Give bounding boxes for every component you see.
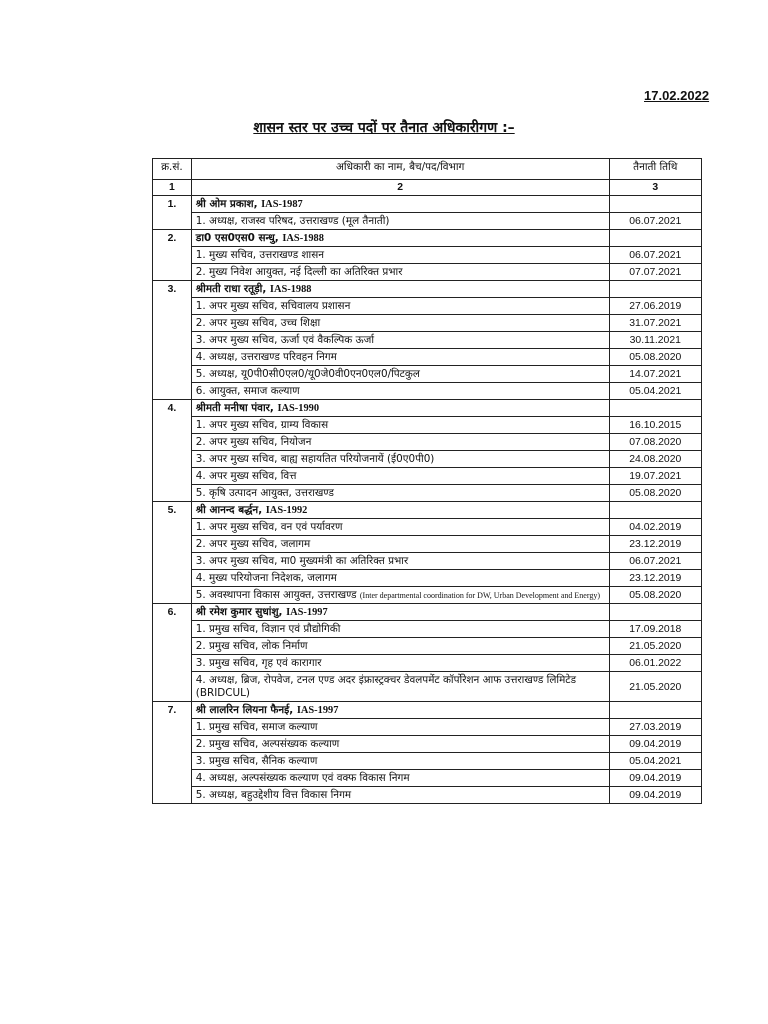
officer-row — [153, 196, 702, 213]
column-number: 1 — [153, 180, 192, 196]
serial-spacer — [153, 753, 192, 770]
post-row — [153, 247, 702, 264]
post-title: 4. मुख्य परियोजना निदेशक, जलागम — [195, 572, 337, 584]
officer-name: श्री लालरिन लियना फैनई, — [195, 704, 297, 716]
post-row — [153, 655, 702, 672]
posting-date: 06.07.2021 — [609, 213, 701, 230]
serial-spacer — [153, 536, 192, 553]
serial-spacer — [153, 434, 192, 451]
posting-date: 06.01.2022 — [609, 655, 701, 672]
serial-spacer — [153, 213, 192, 230]
serial-spacer — [153, 570, 192, 587]
posting-date: 31.07.2021 — [609, 315, 701, 332]
post-row — [153, 332, 702, 349]
serial-spacer — [153, 247, 192, 264]
officer-batch: IAS-1997 — [286, 607, 328, 618]
post-title: 4. अपर मुख्य सचिव, वित्त — [195, 470, 297, 482]
post-row — [153, 349, 702, 366]
post-row — [153, 753, 702, 770]
post-row — [153, 434, 702, 451]
posting-date-empty — [609, 702, 701, 719]
serial-spacer — [153, 770, 192, 787]
header-name: अधिकारी का नाम, बैच/पद/विभाग — [191, 159, 609, 180]
post-title-cell — [191, 366, 609, 383]
post-title-cell — [191, 753, 609, 770]
post-row — [153, 770, 702, 787]
officer-batch: IAS-1988 — [269, 284, 312, 295]
posting-date: 30.11.2021 — [609, 332, 701, 349]
post-row — [153, 264, 702, 281]
serial-spacer — [153, 468, 192, 485]
post-note: (Inter departmental coordination for DW, Urban Development and Energy) — [359, 591, 601, 600]
serial-spacer — [153, 719, 192, 736]
post-title-cell — [191, 770, 609, 787]
post-title-cell — [191, 417, 609, 434]
serial-spacer — [153, 417, 192, 434]
post-title: 3. अपर मुख्य सचिव, बाह्य सहायतित परियोजनायें (ई0ए0पी0) — [195, 453, 435, 465]
posting-date-empty — [609, 502, 701, 519]
post-row — [153, 553, 702, 570]
officer-batch: IAS-1987 — [261, 199, 303, 210]
posting-date: 21.05.2020 — [609, 672, 701, 702]
officer-name: श्री आनन्द बर्द्धन, — [195, 504, 266, 516]
post-row — [153, 451, 702, 468]
post-title-cell — [191, 247, 609, 264]
officer-batch: IAS-1990 — [277, 403, 320, 414]
post-row — [153, 366, 702, 383]
post-title-cell — [191, 264, 609, 281]
serial-spacer — [153, 485, 192, 502]
serial-number: 6. — [153, 604, 192, 621]
serial-spacer — [153, 655, 192, 672]
posting-date: 06.07.2021 — [609, 553, 701, 570]
header-serial: क्र.सं. — [153, 159, 192, 180]
post-title: 3. अपर मुख्य सचिव, मा0 मुख्यमंत्री का अतिरिक्त प्रभार — [195, 555, 409, 567]
post-title-cell — [191, 553, 609, 570]
post-title: 5. अध्यक्ष, बहुउद्देशीय वित्त विकास निगम — [195, 789, 352, 801]
officer-name-cell — [191, 702, 609, 719]
post-row — [153, 672, 702, 702]
posting-date-empty — [609, 196, 701, 213]
posting-date: 17.09.2018 — [609, 621, 701, 638]
serial-spacer — [153, 519, 192, 536]
post-row — [153, 417, 702, 434]
officer-row — [153, 281, 702, 298]
officer-name: श्री रमेश कुमार सुधांशु, — [195, 606, 287, 618]
serial-spacer — [153, 366, 192, 383]
serial-spacer — [153, 621, 192, 638]
serial-spacer — [153, 787, 192, 804]
post-title-cell — [191, 468, 609, 485]
column-number-row — [153, 180, 702, 196]
post-row — [153, 638, 702, 655]
posting-date: 05.08.2020 — [609, 587, 701, 604]
post-title: 5. अध्यक्ष, यू0पी0सी0एल0/यू0जे0वी0एन0एल0/पिटकुल — [195, 368, 420, 380]
officer-row — [153, 230, 702, 247]
officer-batch: IAS-1997 — [296, 705, 339, 716]
post-title-cell — [191, 383, 609, 400]
posting-date: 16.10.2015 — [609, 417, 701, 434]
officer-name: श्रीमती मनीषा पंवार, — [195, 402, 278, 414]
serial-spacer — [153, 553, 192, 570]
officer-name: डा0 एस0एस0 सन्धु, — [195, 232, 283, 244]
post-title: 2. अपर मुख्य सचिव, जलागम — [195, 538, 311, 550]
post-title: 6. आयुक्त, समाज कल्याण — [195, 385, 300, 397]
posting-date: 24.08.2020 — [609, 451, 701, 468]
posting-date: 21.05.2020 — [609, 638, 701, 655]
post-title-cell — [191, 736, 609, 753]
post-title: 1. अपर मुख्य सचिव, ग्राम्य विकास — [195, 419, 329, 431]
post-title-cell — [191, 672, 609, 702]
post-row — [153, 719, 702, 736]
document-heading: शासन स्तर पर उच्च पदों पर तैनात अधिकारीगण :– — [253, 120, 515, 136]
post-title-cell — [191, 451, 609, 468]
serial-spacer — [153, 451, 192, 468]
post-row — [153, 315, 702, 332]
serial-number: 7. — [153, 702, 192, 719]
serial-spacer — [153, 638, 192, 655]
table-header-row — [153, 159, 702, 180]
officer-batch: IAS-1988 — [282, 233, 324, 244]
post-title-cell — [191, 315, 609, 332]
officer-name: श्रीमती राधा रतूड़ी, — [195, 283, 270, 295]
post-title-cell — [191, 434, 609, 451]
post-title: 1. अपर मुख्य सचिव, वन एवं पर्यावरण — [195, 521, 343, 533]
post-row — [153, 383, 702, 400]
serial-spacer — [153, 349, 192, 366]
post-title-cell — [191, 536, 609, 553]
posting-date: 27.03.2019 — [609, 719, 701, 736]
post-title-cell — [191, 621, 609, 638]
post-title: 2. अपर मुख्य सचिव, नियोजन — [195, 436, 312, 448]
posting-date: 05.04.2021 — [609, 383, 701, 400]
serial-spacer — [153, 587, 192, 604]
post-title: 3. अपर मुख्य सचिव, ऊर्जा एवं वैकल्पिक ऊर्जा — [195, 334, 375, 346]
post-title: 2. अपर मुख्य सचिव, उच्च शिक्षा — [195, 317, 321, 329]
posting-date: 14.07.2021 — [609, 366, 701, 383]
post-title: 2. प्रमुख सचिव, लोक निर्माण — [195, 640, 308, 652]
posting-date: 27.06.2019 — [609, 298, 701, 315]
post-title: 4. अध्यक्ष, उत्तराखण्ड परिवहन निगम — [195, 351, 337, 363]
officer-name-cell — [191, 281, 609, 298]
post-title: 1. प्रमुख सचिव, समाज कल्याण — [195, 721, 318, 733]
posting-date: 07.08.2020 — [609, 434, 701, 451]
post-title-cell — [191, 298, 609, 315]
post-title: 2. मुख्य निवेश आयुक्त, नई दिल्ली का अतिरिक्त प्रभार — [195, 266, 403, 278]
posting-date: 06.07.2021 — [609, 247, 701, 264]
post-title-cell — [191, 485, 609, 502]
serial-spacer — [153, 315, 192, 332]
officer-name-cell — [191, 196, 609, 213]
posting-date: 05.08.2020 — [609, 349, 701, 366]
post-title-cell — [191, 570, 609, 587]
posting-date-empty — [609, 281, 701, 298]
officers-body — [153, 196, 702, 804]
posting-date: 23.12.2019 — [609, 570, 701, 587]
post-row — [153, 298, 702, 315]
posting-date: 04.02.2019 — [609, 519, 701, 536]
post-title: 3. प्रमुख सचिव, गृह एवं कारागार — [195, 657, 322, 669]
serial-spacer — [153, 264, 192, 281]
serial-number: 5. — [153, 502, 192, 519]
header-date: तैनाती तिथि — [609, 159, 701, 180]
posting-date: 19.07.2021 — [609, 468, 701, 485]
post-row — [153, 213, 702, 230]
posting-date: 09.04.2019 — [609, 770, 701, 787]
serial-number: 4. — [153, 400, 192, 417]
posting-date: 05.04.2021 — [609, 753, 701, 770]
post-row — [153, 587, 702, 604]
officer-row — [153, 502, 702, 519]
serial-number: 2. — [153, 230, 192, 247]
post-title: 4. अध्यक्ष, ब्रिज, रोपवेज, टनल एण्ड अदर इंफ्रास्ट्रक्चर डेवलपमेंट कॉर्पोरेशन आफ उत्तराखण्ड लिमिटेड (BRIDCUL) — [195, 674, 577, 699]
post-row — [153, 787, 702, 804]
officer-batch: IAS-1992 — [265, 505, 308, 516]
post-row — [153, 536, 702, 553]
post-title: 3. प्रमुख सचिव, सैनिक कल्याण — [195, 755, 318, 767]
post-title-cell — [191, 787, 609, 804]
officer-name: श्री ओम प्रकाश, — [195, 198, 262, 210]
officers-table — [152, 158, 702, 804]
post-title-cell — [191, 213, 609, 230]
post-title: 5. अवस्थापना विकास आयुक्त, उत्तराखण्ड — [195, 589, 360, 601]
post-title: 1. अध्यक्ष, राजस्व परिषद, उत्तराखण्ड (मूल तैनाती) — [195, 215, 390, 227]
posting-date-empty — [609, 604, 701, 621]
post-title-cell — [191, 332, 609, 349]
post-row — [153, 621, 702, 638]
posting-date-empty — [609, 230, 701, 247]
post-row — [153, 485, 702, 502]
posting-date: 23.12.2019 — [609, 536, 701, 553]
post-title: 1. मुख्य सचिव, उत्तराखण्ड शासन — [195, 249, 324, 261]
officer-name-cell — [191, 400, 609, 417]
post-title-cell — [191, 519, 609, 536]
posting-date: 09.04.2019 — [609, 787, 701, 804]
post-title: 2. प्रमुख सचिव, अल्पसंख्यक कल्याण — [195, 738, 340, 750]
posting-date: 07.07.2021 — [609, 264, 701, 281]
post-title-cell — [191, 349, 609, 366]
post-title: 5. कृषि उत्पादन आयुक्त, उत्तराखण्ड — [195, 487, 334, 499]
posting-date: 05.08.2020 — [609, 485, 701, 502]
serial-number: 1. — [153, 196, 192, 213]
serial-spacer — [153, 383, 192, 400]
column-number: 3 — [609, 180, 701, 196]
document-date: 17.02.2022 — [644, 88, 710, 103]
officer-name-cell — [191, 502, 609, 519]
serial-spacer — [153, 298, 192, 315]
post-title: 1. अपर मुख्य सचिव, सचिवालय प्रशासन — [195, 300, 351, 312]
officer-row — [153, 604, 702, 621]
post-title-cell — [191, 655, 609, 672]
column-number: 2 — [191, 180, 609, 196]
serial-spacer — [153, 332, 192, 349]
post-title-cell — [191, 719, 609, 736]
posting-date: 09.04.2019 — [609, 736, 701, 753]
post-row — [153, 519, 702, 536]
post-title: 4. अध्यक्ष, अल्पसंख्यक कल्याण एवं वक्फ विकास निगम — [195, 772, 410, 784]
post-title-cell — [191, 587, 609, 604]
officer-name-cell — [191, 230, 609, 247]
serial-spacer — [153, 672, 192, 702]
post-row — [153, 570, 702, 587]
officer-name-cell — [191, 604, 609, 621]
post-row — [153, 468, 702, 485]
post-title: 1. प्रमुख सचिव, विज्ञान एवं प्रौद्योगिकी — [195, 623, 341, 635]
posting-date-empty — [609, 400, 701, 417]
serial-number: 3. — [153, 281, 192, 298]
officer-row — [153, 400, 702, 417]
post-row — [153, 736, 702, 753]
officer-row — [153, 702, 702, 719]
post-title-cell — [191, 638, 609, 655]
serial-spacer — [153, 736, 192, 753]
